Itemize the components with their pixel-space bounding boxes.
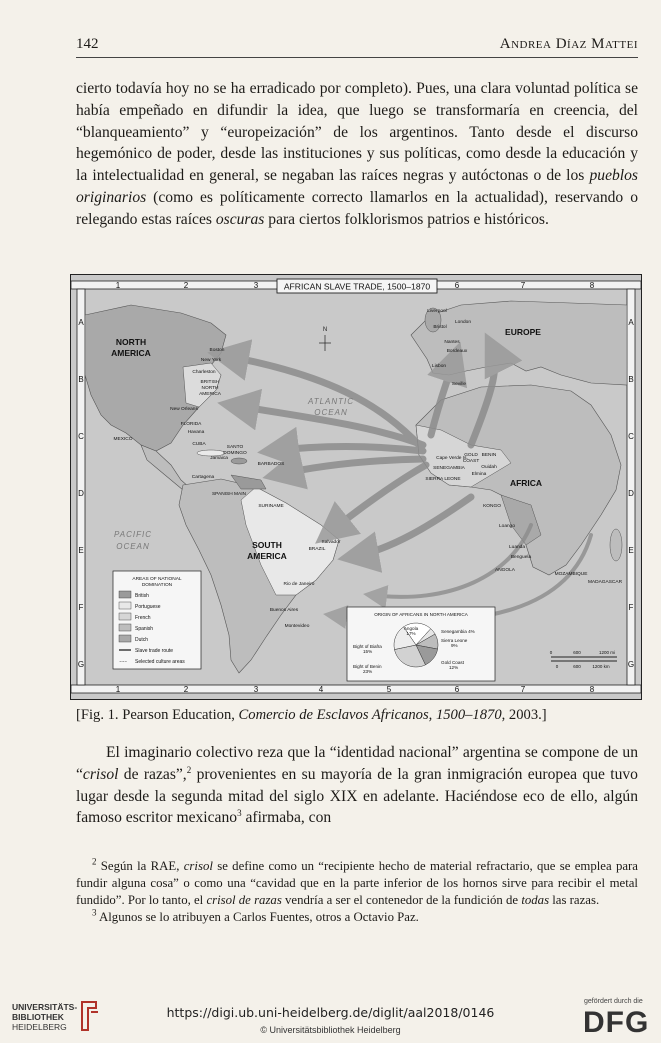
- svg-text:British: British: [135, 593, 149, 599]
- svg-text:C: C: [628, 432, 634, 441]
- dfg-logo: DFG: [583, 1006, 650, 1039]
- svg-text:SANTO: SANTO: [226, 445, 244, 450]
- svg-text:BENIN: BENIN: [481, 453, 497, 458]
- svg-text:BRAZIL: BRAZIL: [308, 547, 326, 552]
- svg-text:Portuguese: Portuguese: [135, 604, 161, 610]
- svg-text:SENEGAMBIA: SENEGAMBIA: [433, 466, 465, 471]
- svg-text:Jamaica: Jamaica: [210, 456, 228, 461]
- svg-text:AMERICA: AMERICA: [247, 551, 287, 561]
- svg-text:Dutch: Dutch: [135, 637, 149, 643]
- svg-text:MADAGASCAR: MADAGASCAR: [587, 580, 623, 585]
- svg-text:Charleston: Charleston: [192, 370, 216, 375]
- svg-text:Seville: Seville: [451, 382, 467, 387]
- svg-text:Selected culture areas: Selected culture areas: [135, 659, 185, 665]
- pie-label-sierra: Sierra Leone: [441, 638, 468, 643]
- svg-text:French: French: [135, 615, 151, 621]
- svg-text:1200 mi: 1200 mi: [598, 650, 616, 655]
- pie-title: ORIGIN OF AFRICANS IN NORTH AMERICA: [374, 612, 468, 617]
- pie-label-benin: Bight of Benin: [353, 664, 382, 669]
- footnote-3: $^3$ Algunos se lo atribuyen a Carlos Fuentes, otros a Octavio Paz.: [92, 907, 419, 924]
- map-title: AFRICAN SLAVE TRADE, 1500–1870: [283, 281, 431, 292]
- svg-text:DOMINGO: DOMINGO: [223, 451, 247, 456]
- svg-text:AMERICA: AMERICA: [199, 392, 221, 397]
- grid-col-6: 6: [454, 281, 460, 290]
- svg-text:Boston: Boston: [209, 348, 225, 353]
- copyright: © Universitätsbibliothek Heidelberg: [260, 1025, 401, 1035]
- svg-text:E: E: [78, 546, 84, 555]
- svg-text:F: F: [628, 603, 634, 612]
- svg-text:D: D: [628, 489, 634, 498]
- grid-col-7: 7: [520, 281, 526, 290]
- label-pacific: PACIFIC: [114, 530, 152, 539]
- svg-text:MOZAMBIQUE: MOZAMBIQUE: [554, 572, 588, 577]
- svg-text:Spanish: Spanish: [135, 626, 154, 632]
- svg-text:BARBADOS: BARBADOS: [257, 462, 285, 467]
- pie-label-biafra: Bight of Biafra: [353, 644, 382, 649]
- svg-text:Lisbon: Lisbon: [431, 364, 447, 369]
- svg-text:AREAS OF NATIONAL: AREAS OF NATIONAL: [132, 577, 182, 582]
- north-label: N: [322, 327, 328, 333]
- library-logo-text: UNIVERSITÄTS- BIBLIOTHEK HEIDELBERG: [12, 1002, 78, 1032]
- svg-text:KONGO: KONGO: [483, 504, 501, 509]
- funding-note: gefördert durch die: [584, 998, 643, 1005]
- source-url-link[interactable]: https://digi.ub.uni-heidelberg.de/diglit/aal2018/0146: [166, 1005, 495, 1020]
- svg-text:Ouidah: Ouidah: [481, 465, 497, 470]
- svg-text:G: G: [627, 660, 635, 669]
- svg-text:New York: New York: [200, 358, 222, 363]
- svg-text:OCEAN: OCEAN: [116, 542, 150, 551]
- footnote-2: $^2$ Según la RAE, crisol se define como un “recipiente hecho de material refractario, que se emplea para fundir alguna cosa” o como una “cavidad que en la parte inferior de los hornos sirve para recibir el metal fundido”. Por lo tanto, el crisol de razas vendría a ser el contenedor de la fundición de todas las razas.: [76, 856, 638, 907]
- svg-text:B: B: [78, 375, 84, 384]
- running-head-author: Andrea Díaz Mattei: [499, 36, 638, 52]
- header-rule: [76, 57, 638, 58]
- label-south-america: SOUTH: [252, 540, 282, 550]
- svg-text:23%: 23%: [363, 669, 373, 674]
- svg-text:Bordeaux: Bordeaux: [446, 349, 468, 354]
- svg-text:FLORIDA: FLORIDA: [180, 422, 202, 427]
- svg-text:Cape Verde Is.: Cape Verde Is.: [436, 456, 468, 461]
- svg-text:E: E: [628, 546, 634, 555]
- svg-text:1200 km: 1200 km: [592, 664, 610, 669]
- svg-text:1: 1: [115, 685, 121, 694]
- label-africa: AFRICA: [509, 478, 543, 488]
- svg-text:Liverpool: Liverpool: [427, 309, 447, 314]
- footnote-ref-3: 3: [237, 808, 242, 819]
- grid-col-2: 2: [183, 281, 189, 290]
- svg-text:Slave trade route: Slave trade route: [135, 648, 174, 654]
- svg-text:Bristol: Bristol: [433, 325, 447, 330]
- origin-pie-chart: [347, 607, 495, 681]
- svg-text:~~~: ~~~: [119, 659, 127, 664]
- page-number: 142: [76, 36, 99, 52]
- svg-text:600: 600: [573, 650, 581, 655]
- svg-text:17%: 17%: [406, 631, 416, 636]
- svg-text:SURINAME: SURINAME: [258, 504, 284, 509]
- svg-text:ANGOLA: ANGOLA: [495, 568, 515, 573]
- grid-col-1: 1: [115, 281, 121, 290]
- svg-text:B: B: [628, 375, 634, 384]
- svg-text:5: 5: [386, 685, 392, 694]
- svg-text:MEXICO: MEXICO: [113, 437, 133, 442]
- svg-text:Loango: Loango: [498, 524, 516, 529]
- grid-col-3: 3: [253, 281, 259, 290]
- running-header: [76, 36, 638, 56]
- svg-text:D: D: [78, 489, 84, 498]
- figure-caption: [Fig. 1. Pearson Education, Comercio de Esclavos Africanos, 1500–1870, 2003.]: [76, 707, 547, 723]
- svg-text:SIERRA LEONE: SIERRA LEONE: [425, 477, 461, 482]
- footnote-ref-2: 2: [186, 764, 192, 775]
- pie-label-gold: Gold Coast: [441, 660, 464, 665]
- svg-text:4: 4: [318, 685, 324, 694]
- pie-label-senegambia: Senegambia 4%: [441, 629, 475, 634]
- svg-text:6: 6: [454, 685, 460, 694]
- svg-text:CUBA: CUBA: [192, 442, 206, 447]
- svg-text:0: 0: [555, 664, 559, 669]
- svg-text:BRITISH: BRITISH: [200, 380, 220, 385]
- svg-text:AMERICA: AMERICA: [111, 348, 151, 358]
- svg-text:London: London: [454, 320, 472, 325]
- svg-text:GOLD: GOLD: [464, 453, 478, 458]
- svg-text:Benguela: Benguela: [510, 555, 532, 560]
- svg-text:C: C: [78, 432, 84, 441]
- svg-text:OCEAN: OCEAN: [314, 408, 348, 417]
- map-legend: [113, 571, 201, 669]
- svg-text:12%: 12%: [449, 665, 459, 670]
- footnotes: [76, 858, 638, 926]
- svg-text:DOMINATION: DOMINATION: [141, 583, 173, 588]
- svg-text:3: 3: [253, 685, 259, 694]
- svg-text:Nantes: Nantes: [444, 340, 460, 345]
- body-paragraph-2: El imaginario colectivo reza que la “identidad nacional” argentina se compone de un “crisol de razas”,$^2$ provenientes en su mayoría de la gran inmigración europea que tuvo lugar desde la segunda mitad del siglo XIX en adelante. Haciéndose eco de ello, algún famoso escritor mexicano$^3$ afirmaba, con: [76, 744, 638, 827]
- svg-text:Salvador: Salvador: [321, 540, 341, 545]
- svg-text:Cartagena: Cartagena: [191, 475, 215, 480]
- svg-text:G: G: [77, 660, 85, 669]
- svg-text:Buenos Aires: Buenos Aires: [269, 608, 299, 613]
- svg-text:9%: 9%: [451, 643, 458, 648]
- svg-text:Luanda: Luanda: [508, 545, 526, 550]
- svg-text:F: F: [78, 603, 84, 612]
- svg-text:Elmina: Elmina: [471, 472, 487, 477]
- svg-text:New Orleans: New Orleans: [170, 407, 198, 412]
- svg-text:SPANISH MAIN: SPANISH MAIN: [211, 492, 247, 497]
- svg-text:Havana: Havana: [187, 430, 205, 435]
- svg-text:15%: 15%: [363, 649, 373, 654]
- grid-row-a: A: [78, 318, 84, 327]
- svg-text:A: A: [628, 318, 634, 327]
- svg-text:Rio de Janeiro: Rio de Janeiro: [283, 582, 315, 587]
- label-north-america: NORTH: [115, 337, 147, 347]
- svg-text:Montevideo: Montevideo: [284, 624, 310, 629]
- svg-text:0: 0: [549, 650, 553, 655]
- grid-col-8: 8: [589, 281, 595, 290]
- svg-text:COAST: COAST: [462, 459, 480, 464]
- svg-text:NORTH: NORTH: [201, 386, 219, 391]
- slave-trade-map: [70, 274, 642, 700]
- label-atlantic: ATLANTIC: [307, 397, 355, 406]
- svg-text:2: 2: [183, 685, 189, 694]
- body-paragraph-1: cierto todavía hoy no se ha erradicado por completo). Pues, una clara voluntad política se había empeñado en difundir la idea, que luego se transformaría en creencia, del “blanqueamiento” y “europeización” de los argentinos. Tanto desde el discurso hegemónico de poder, desde las instituciones y sus políticas, como desde la educación y la intelectualidad en general, se negaban las raíces negras y autóctonas o de los pueblos originarios (como es políticamente correcto llamarlos en la actualidad), reservando o relegando estas raíces oscuras para ciertos folklorismos patrios e históricos.: [76, 80, 638, 228]
- label-europe: EUROPE: [505, 327, 541, 337]
- svg-text:600: 600: [573, 664, 581, 669]
- svg-text:8: 8: [589, 685, 595, 694]
- pie-label-angola: Angola: [403, 626, 419, 631]
- svg-text:7: 7: [520, 685, 526, 694]
